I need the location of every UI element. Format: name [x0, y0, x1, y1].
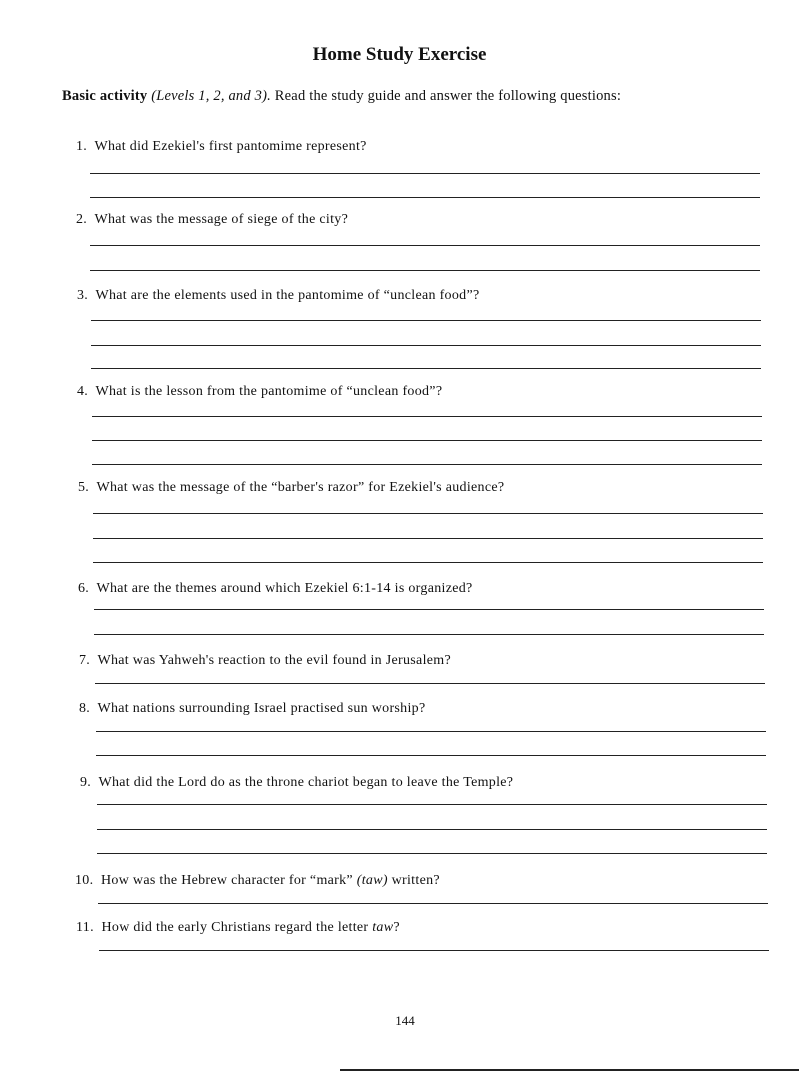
- instructions: [62, 88, 621, 105]
- question-7: 7. What was Yahweh's reaction to the evil found in Jerusalem?: [79, 653, 451, 668]
- answer-line[interactable]: [94, 609, 764, 610]
- answer-line[interactable]: [93, 538, 763, 539]
- answer-line[interactable]: [96, 755, 766, 756]
- answer-line[interactable]: [95, 683, 765, 684]
- answer-line[interactable]: [94, 634, 764, 635]
- question-5: 5. What was the message of the “barber's razor” for Ezekiel's audience?: [78, 480, 505, 495]
- question-3: 3. What are the elements used in the pantomime of “unclean food”?: [77, 288, 480, 303]
- instructions-label: Basic activity: [62, 88, 148, 104]
- answer-line[interactable]: [90, 270, 760, 271]
- answer-line[interactable]: [92, 440, 762, 441]
- answer-line[interactable]: [90, 173, 760, 174]
- answer-line[interactable]: [93, 562, 763, 563]
- footer-rule: [340, 1069, 799, 1071]
- answer-line[interactable]: [96, 731, 766, 732]
- answer-line[interactable]: [90, 245, 760, 246]
- instructions-text: Read the study guide and answer the following questions:: [274, 88, 622, 104]
- answer-line[interactable]: [97, 829, 767, 830]
- answer-line[interactable]: [97, 853, 767, 854]
- instructions-levels: (Levels 1, 2, and 3).: [151, 88, 271, 104]
- question-11: 11. How did the early Christians regard the letter taw?: [76, 920, 400, 935]
- question-2: 2. What was the message of siege of the city?: [76, 212, 349, 227]
- question-9: 9. What did the Lord do as the throne chariot began to leave the Temple?: [80, 775, 514, 790]
- answer-line[interactable]: [98, 903, 768, 904]
- question-10: 10. How was the Hebrew character for “mark” (taw) written?: [75, 873, 440, 888]
- answer-line[interactable]: [99, 950, 769, 951]
- question-6: 6. What are the themes around which Ezekiel 6:1-14 is organized?: [78, 581, 473, 596]
- page-title: Home Study Exercise: [312, 44, 487, 65]
- question-4: 4. What is the lesson from the pantomime of “unclean food”?: [77, 384, 443, 399]
- question-8: 8. What nations surrounding Israel practised sun worship?: [79, 701, 426, 716]
- answer-line[interactable]: [91, 368, 761, 369]
- answer-line[interactable]: [92, 416, 762, 417]
- page-number: 144: [395, 1013, 415, 1028]
- answer-line[interactable]: [90, 197, 760, 198]
- answer-line[interactable]: [91, 345, 761, 346]
- answer-line[interactable]: [92, 464, 762, 465]
- answer-line[interactable]: [93, 513, 763, 514]
- answer-line[interactable]: [97, 804, 767, 805]
- answer-line[interactable]: [91, 320, 761, 321]
- question-1: 1. What did Ezekiel's first pantomime represent?: [76, 139, 367, 154]
